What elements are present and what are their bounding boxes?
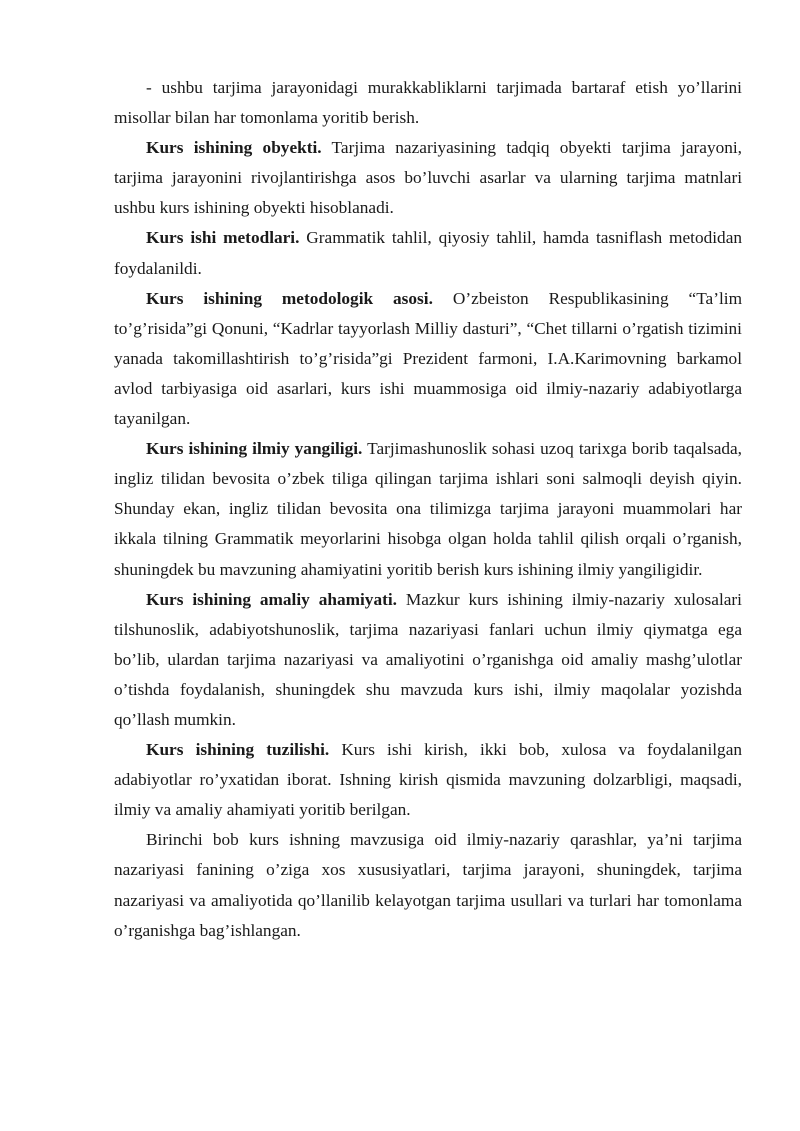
paragraph-lead: Kurs ishining amaliy ahamiyati. <box>146 589 397 609</box>
paragraph-text: Grammatik tahlil, qiyosiy tahlil, hamda tasniflash metodidan foydalanildi. <box>114 228 743 278</box>
paragraph-lead: Kurs ishining ilmiy yangiligi. <box>146 439 363 459</box>
paragraph-text: Kurs ishi kirish, ikki bob, xulosa va foydalanilgan adabiyotlar ro’yxatidan iborat. Ishning kirish qismida mavzuning dolzarbligi, maqsadi, ilmiy va amaliy ahamiyati yoritib berilgan. <box>114 740 742 820</box>
paragraph-text: Birinchi bob kurs ishning mavzusiga oid ilmiy-nazariy qarashlar, ya’ni tarjima nazariyasi fanining o’ziga xos xususiyatlari, tarjima jarayoni, shuningdek, tarjima nazariyasi va amaliyotida qo’llanilib kelayotgan tarjima usullari va turlari har tomonlama o’rganishga bag’ishlangan. <box>114 830 742 940</box>
paragraph-lead: Kurs ishining tuzilishi. <box>146 740 330 760</box>
paragraph-lead: Kurs ishining obyekti. <box>146 138 322 158</box>
paragraph-research-object <box>114 133 742 223</box>
paragraph-scientific-novelty <box>114 434 742 584</box>
paragraph-lead: Kurs ishining metodologik asosi. <box>146 288 433 308</box>
paragraph-methodological-basis <box>114 284 742 434</box>
paragraph-lead: Kurs ishi metodlari. <box>146 228 300 248</box>
paragraph-practical-significance <box>114 585 742 735</box>
paragraph-methods <box>114 223 742 283</box>
paragraph-structure <box>114 735 742 825</box>
paragraph-text: - ushbu tarjima jarayonidagi murakkabliklarni tarjimada bartaraf etish yo’llarini misollar bilan har tomonlama yoritib berish. <box>114 78 742 128</box>
paragraph-first-chapter <box>114 825 742 945</box>
paragraph-text: O’zbeiston Respublikasining “Ta’lim to’g’risida”gi Qonuni, “Kadrlar tayyorlash Milliy dasturi”, “Chet tillarni o’rgatish tizimini yanada takomillashtirish to’g’risida”gi Prezident farmoni, I.A.Karimovning barkamol avlod tarbiyasiga oid asarlari, kurs ishi muammosiga oid ilmiy-nazariy adabiyotlarga tayanilgan. <box>114 288 743 429</box>
paragraph-text: Tarjima nazariyasining tadqiq obyekti tarjima jarayoni, tarjima jarayonini rivojlantirishga asos bo’luvchi asarlar va ularning tarjima matnlari ushbu kurs ishining obyekti hisoblanadi. <box>114 138 742 218</box>
paragraph-text: Tarjimashunoslik sohasi uzoq tarixga borib taqalsada, ingliz tilidan bevosita o’zbek tiliga qilingan tarjima ishlari soni salmoqli deyish qiyin. Shunday ekan, ingliz tilidan bevosita ona tilimizga tarjima jarayoni muammolari har ikkala tilning Grammatik meyorlarini hisobga olgan holda tahlil qilish orqali o’rganish, shuningdek bu mavzuning ahamiyatini yoritib berish kurs ishining ilmiy yangiligidir. <box>114 439 742 579</box>
paragraph-text: Mazkur kurs ishining ilmiy-nazariy xulosalari tilshunoslik, adabiyotshunoslik, tarjima nazariyasi fanlari uchun ilmiy qiymatga ega bo’lib, ulardan tarjima nazariyasi va amaliyotini o’rganishga oid amaliy mashg’ulotlar o’tishda foydalanish, shuningdek shu mavzuda kurs ishi, ilmiy maqolalar yozishda qo’llash mumkin. <box>114 589 742 729</box>
paragraph-objectives-item <box>114 73 742 133</box>
document-body <box>114 73 742 946</box>
